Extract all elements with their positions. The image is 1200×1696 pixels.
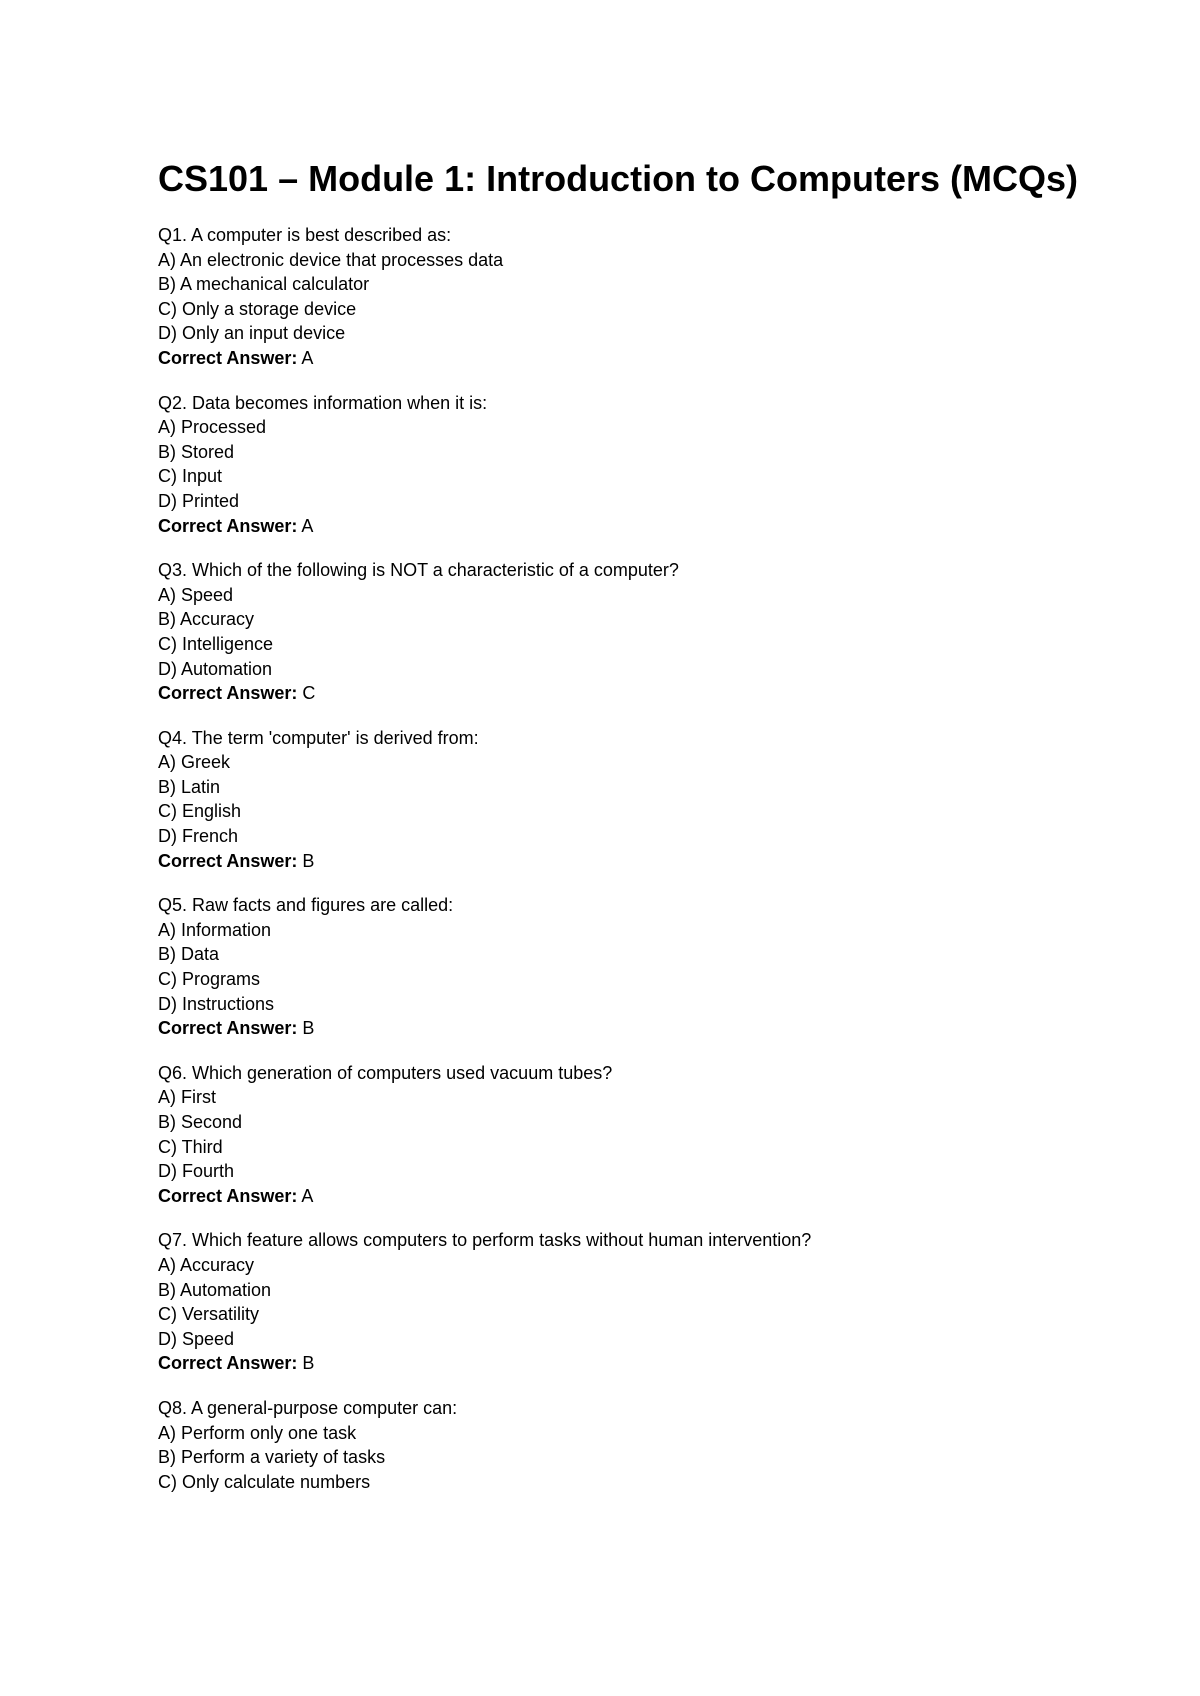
question-prompt: Q1. A computer is best described as: [158,225,452,245]
answer-option: D) Automation [158,658,273,679]
correct-answer [158,1016,1118,1041]
question-block [158,223,1118,371]
question-block [158,726,1118,874]
answer-option: A) Greek [158,752,231,773]
correct-answer-value: C [302,683,316,704]
correct-answer [158,514,1118,539]
answer-option: B) Perform a variety of tasks [158,1447,386,1468]
answer-option: C) Only a storage device [158,298,357,319]
answer-option: D) French [158,826,239,847]
question-prompt: Q5. Raw facts and figures are called: [158,895,454,916]
question-prompt: Q6. Which generation of computers used vacuum tubes? [158,1062,613,1083]
correct-answer-value: A [301,1185,314,1206]
answer-option: B) Automation [158,1279,272,1300]
answer-option: A) Information [158,919,272,940]
question-prompt: Q4. The term 'computer' is derived from: [158,727,479,748]
question-prompt: Q3. Which of the following is NOT a characteristic of a computer? [158,560,679,581]
answer-option: D) Instructions [158,993,275,1014]
question-prompt: Q8. A general-purpose computer can: [158,1397,458,1418]
answer-option: C) Input [158,466,223,487]
answer-option: B) Stored [158,441,235,462]
correct-answer-label: Correct Answer: [158,347,298,368]
answer-option: B) Accuracy [158,609,255,630]
answer-option: C) Intelligence [158,633,274,654]
document-page [158,155,1118,1514]
question-block [158,391,1118,539]
answer-option: D) Speed [158,1328,235,1349]
correct-answer-label: Correct Answer: [158,1018,298,1039]
correct-answer-value: A [301,347,314,368]
answer-option: C) Third [158,1136,223,1157]
correct-answer-label: Correct Answer: [158,1185,298,1206]
correct-answer [158,1351,1118,1376]
correct-answer-value: B [302,1353,315,1374]
correct-answer [158,849,1118,874]
question-block [158,1228,1118,1376]
correct-answer [158,681,1118,706]
answer-option: C) English [158,801,242,822]
answer-option: D) Fourth [158,1161,235,1182]
correct-answer-label: Correct Answer: [158,850,298,871]
correct-answer-label: Correct Answer: [158,1353,298,1374]
correct-answer-value: A [301,515,314,536]
correct-answer [158,346,1118,371]
answer-option: C) Versatility [158,1304,260,1325]
answer-option: A) Speed [158,584,234,605]
question-prompt: Q7. Which feature allows computers to perform tasks without human intervention? [158,1230,812,1251]
page-title: CS101 – Module 1: Introduction to Computers (MCQs) [158,158,1079,199]
answer-option: D) Only an input device [158,323,346,344]
question-block [158,1396,1118,1494]
answer-option: C) Programs [158,969,261,990]
correct-answer-label: Correct Answer: [158,683,298,704]
answer-option: A) Perform only one task [158,1422,357,1443]
correct-answer-value: B [302,850,315,871]
question-block [158,1061,1118,1209]
correct-answer-value: B [302,1018,315,1039]
answer-option: B) Second [158,1112,243,1132]
answer-option: A) Processed [158,417,267,438]
answer-option: B) A mechanical calculator [158,274,370,295]
answer-option: D) Printed [158,490,240,511]
answer-option: A) First [158,1087,216,1108]
answer-option: B) Latin [158,776,221,797]
correct-answer [158,1184,1118,1209]
answer-option: B) Data [158,944,220,965]
question-block [158,558,1118,706]
answer-option: A) Accuracy [158,1254,255,1275]
question-block [158,893,1118,1041]
question-prompt: Q2. Data becomes information when it is: [158,392,488,413]
answer-option: A) An electronic device that processes data [158,249,504,270]
answer-option: C) Only calculate numbers [158,1471,371,1492]
correct-answer-label: Correct Answer: [158,515,298,536]
